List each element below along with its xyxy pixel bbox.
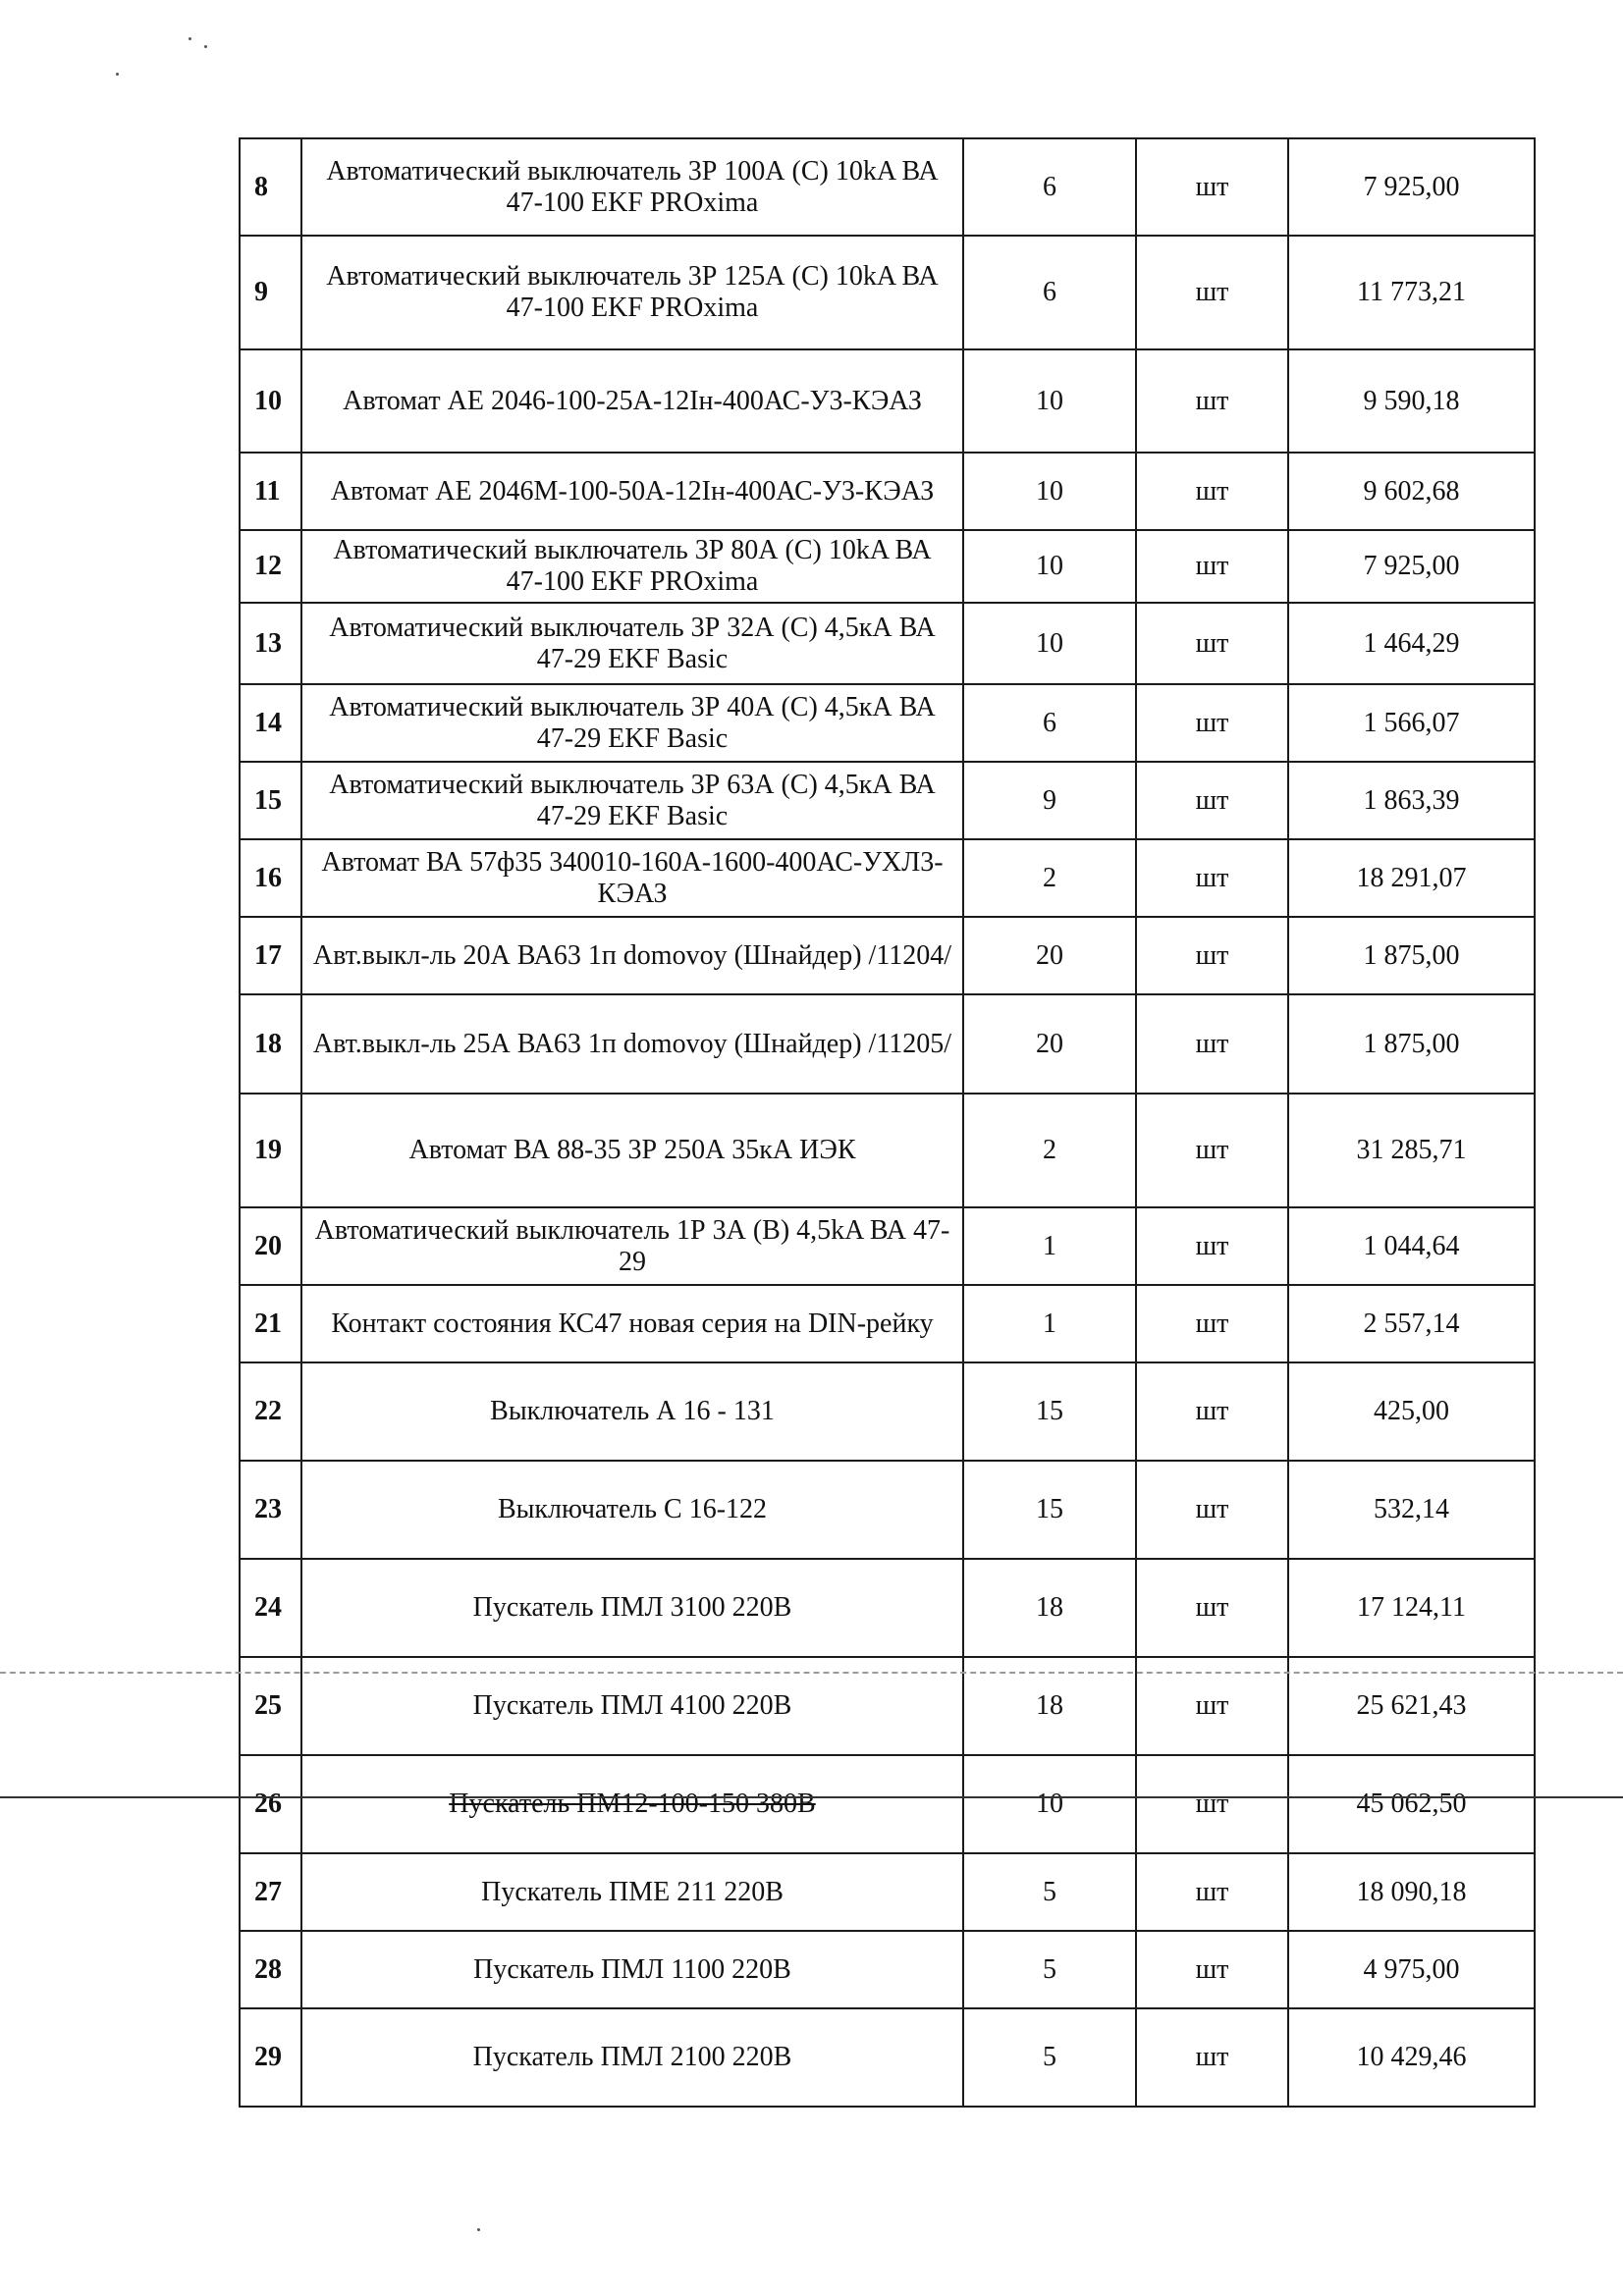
- table-row: [240, 1207, 1535, 1285]
- item-name: Автомат ВА 88-35 3Р 250А 35кА ИЭК: [301, 1094, 963, 1207]
- table-row: [240, 1094, 1535, 1207]
- row-number: 29: [240, 2008, 301, 2107]
- item-quantity: 6: [963, 138, 1136, 236]
- item-unit: шт: [1136, 994, 1288, 1094]
- item-unit: шт: [1136, 2008, 1288, 2107]
- item-price: 18 291,07: [1288, 839, 1535, 917]
- item-name: Автоматический выключатель 3Р 125А (С) 10kA ВА 47-100 EKF PROxima: [301, 236, 963, 349]
- item-price: 17 124,11: [1288, 1559, 1535, 1657]
- price-table: [239, 137, 1536, 2108]
- table-row: [240, 1755, 1535, 1853]
- item-name: Автоматический выключатель 3Р 63А (С) 4,5кА ВА 47-29 EKF Basic: [301, 762, 963, 839]
- row-number: 26: [240, 1755, 301, 1853]
- item-quantity: 15: [963, 1362, 1136, 1461]
- row-number: 21: [240, 1285, 301, 1362]
- item-name: Пускатель ПМ12-100-150 380В: [301, 1755, 963, 1853]
- item-unit: шт: [1136, 1931, 1288, 2008]
- table-row: [240, 138, 1535, 236]
- table-row: [240, 2008, 1535, 2107]
- item-unit: шт: [1136, 453, 1288, 530]
- item-price: 1 044,64: [1288, 1207, 1535, 1285]
- item-quantity: 20: [963, 917, 1136, 994]
- item-price: 18 090,18: [1288, 1853, 1535, 1931]
- strikethrough-line: [0, 1796, 1623, 1798]
- table-row: [240, 603, 1535, 684]
- item-name: Пускатель ПМЛ 4100 220В: [301, 1657, 963, 1755]
- item-name: Выключатель А 16 - 131: [301, 1362, 963, 1461]
- item-price: 7 925,00: [1288, 530, 1535, 603]
- row-number: 14: [240, 684, 301, 762]
- scan-speck: [116, 73, 119, 76]
- row-number: 15: [240, 762, 301, 839]
- item-name: Автомат АЕ 2046-100-25А-12Iн-400АС-У3-КЭАЗ: [301, 349, 963, 453]
- table-row: [240, 349, 1535, 453]
- item-price: 25 621,43: [1288, 1657, 1535, 1755]
- item-unit: шт: [1136, 1559, 1288, 1657]
- item-price: 45 062,50: [1288, 1755, 1535, 1853]
- table-row: [240, 1559, 1535, 1657]
- row-number: 24: [240, 1559, 301, 1657]
- item-quantity: 10: [963, 453, 1136, 530]
- item-name: Выключатель С 16-122: [301, 1461, 963, 1559]
- item-unit: шт: [1136, 138, 1288, 236]
- item-price: 4 975,00: [1288, 1931, 1535, 2008]
- table-row: [240, 684, 1535, 762]
- table-row: [240, 1362, 1535, 1461]
- scan-speck: [189, 37, 191, 40]
- item-price: 7 925,00: [1288, 138, 1535, 236]
- row-number: 19: [240, 1094, 301, 1207]
- item-price: 1 863,39: [1288, 762, 1535, 839]
- item-quantity: 1: [963, 1285, 1136, 1362]
- item-quantity: 10: [963, 1755, 1136, 1853]
- table-row: [240, 530, 1535, 603]
- table-row: [240, 1931, 1535, 2008]
- item-unit: шт: [1136, 530, 1288, 603]
- item-quantity: 2: [963, 839, 1136, 917]
- scan-artifact-line: [0, 1672, 1623, 1674]
- row-number: 22: [240, 1362, 301, 1461]
- table-row: [240, 453, 1535, 530]
- row-number: 25: [240, 1657, 301, 1755]
- item-quantity: 20: [963, 994, 1136, 1094]
- item-name: Автомат ВА 57ф35 340010-160А-1600-400АС-УХЛ3-КЭАЗ: [301, 839, 963, 917]
- table-row: [240, 1853, 1535, 1931]
- row-number: 18: [240, 994, 301, 1094]
- item-price: 11 773,21: [1288, 236, 1535, 349]
- item-unit: шт: [1136, 1285, 1288, 1362]
- row-number: 28: [240, 1931, 301, 2008]
- item-name: Авт.выкл-ль 20А ВА63 1п domovoy (Шнайдер) /11204/: [301, 917, 963, 994]
- row-number: 17: [240, 917, 301, 994]
- item-quantity: 2: [963, 1094, 1136, 1207]
- item-unit: шт: [1136, 349, 1288, 453]
- item-unit: шт: [1136, 1461, 1288, 1559]
- item-name: Автоматический выключатель 3Р 40А (С) 4,5кА ВА 47-29 EKF Basic: [301, 684, 963, 762]
- scan-speck: [204, 45, 207, 48]
- item-quantity: 6: [963, 236, 1136, 349]
- item-price: 1 566,07: [1288, 684, 1535, 762]
- item-unit: шт: [1136, 1853, 1288, 1931]
- item-name: Автоматический выключатель 1Р 3А (В) 4,5kA ВА 47-29: [301, 1207, 963, 1285]
- item-quantity: 10: [963, 603, 1136, 684]
- row-number: 23: [240, 1461, 301, 1559]
- table-row: [240, 762, 1535, 839]
- table-row: [240, 917, 1535, 994]
- item-unit: шт: [1136, 839, 1288, 917]
- item-price: 31 285,71: [1288, 1094, 1535, 1207]
- item-unit: шт: [1136, 684, 1288, 762]
- scan-speck: [477, 2228, 480, 2231]
- row-number: 11: [240, 453, 301, 530]
- item-unit: шт: [1136, 1362, 1288, 1461]
- item-quantity: 10: [963, 349, 1136, 453]
- item-unit: шт: [1136, 1207, 1288, 1285]
- item-quantity: 5: [963, 1853, 1136, 1931]
- item-name: Пускатель ПМЛ 3100 220В: [301, 1559, 963, 1657]
- item-unit: шт: [1136, 603, 1288, 684]
- item-name: Пускатель ПМЛ 2100 220В: [301, 2008, 963, 2107]
- table-row: [240, 994, 1535, 1094]
- item-quantity: 18: [963, 1559, 1136, 1657]
- item-quantity: 10: [963, 530, 1136, 603]
- item-unit: шт: [1136, 236, 1288, 349]
- item-price: 1 464,29: [1288, 603, 1535, 684]
- item-price: 532,14: [1288, 1461, 1535, 1559]
- item-unit: шт: [1136, 1657, 1288, 1755]
- item-quantity: 18: [963, 1657, 1136, 1755]
- item-price: 1 875,00: [1288, 917, 1535, 994]
- item-name: Автоматический выключатель 3Р 100А (С) 10kA ВА 47-100 EKF PROxima: [301, 138, 963, 236]
- item-name: Автомат АЕ 2046М-100-50А-12Iн-400АС-У3-КЭАЗ: [301, 453, 963, 530]
- row-number: 12: [240, 530, 301, 603]
- item-price: 10 429,46: [1288, 2008, 1535, 2107]
- item-quantity: 15: [963, 1461, 1136, 1559]
- row-number: 8: [240, 138, 301, 236]
- item-quantity: 1: [963, 1207, 1136, 1285]
- row-number: 13: [240, 603, 301, 684]
- table-row: [240, 1461, 1535, 1559]
- item-unit: шт: [1136, 917, 1288, 994]
- row-number: 10: [240, 349, 301, 453]
- item-quantity: 6: [963, 684, 1136, 762]
- item-price: 9 602,68: [1288, 453, 1535, 530]
- item-name: Автоматический выключатель 3Р 80А (С) 10kA ВА 47-100 EKF PROxima: [301, 530, 963, 603]
- row-number: 16: [240, 839, 301, 917]
- item-name: Авт.выкл-ль 25А ВА63 1п domovoy (Шнайдер) /11205/: [301, 994, 963, 1094]
- item-price: 9 590,18: [1288, 349, 1535, 453]
- table-row: [240, 839, 1535, 917]
- item-quantity: 5: [963, 2008, 1136, 2107]
- item-name: Автоматический выключатель 3Р 32А (С) 4,5кА ВА 47-29 EKF Basic: [301, 603, 963, 684]
- item-price: 425,00: [1288, 1362, 1535, 1461]
- item-name: Пускатель ПМЕ 211 220В: [301, 1853, 963, 1931]
- item-name: Контакт состояния КС47 новая серия на DIN-рейку: [301, 1285, 963, 1362]
- item-quantity: 5: [963, 1931, 1136, 2008]
- table-row: [240, 1285, 1535, 1362]
- item-unit: шт: [1136, 1755, 1288, 1853]
- item-quantity: 9: [963, 762, 1136, 839]
- item-name: Пускатель ПМЛ 1100 220В: [301, 1931, 963, 2008]
- table-row: [240, 236, 1535, 349]
- item-price: 1 875,00: [1288, 994, 1535, 1094]
- row-number: 9: [240, 236, 301, 349]
- item-unit: шт: [1136, 762, 1288, 839]
- item-unit: шт: [1136, 1094, 1288, 1207]
- row-number: 20: [240, 1207, 301, 1285]
- item-price: 2 557,14: [1288, 1285, 1535, 1362]
- row-number: 27: [240, 1853, 301, 1931]
